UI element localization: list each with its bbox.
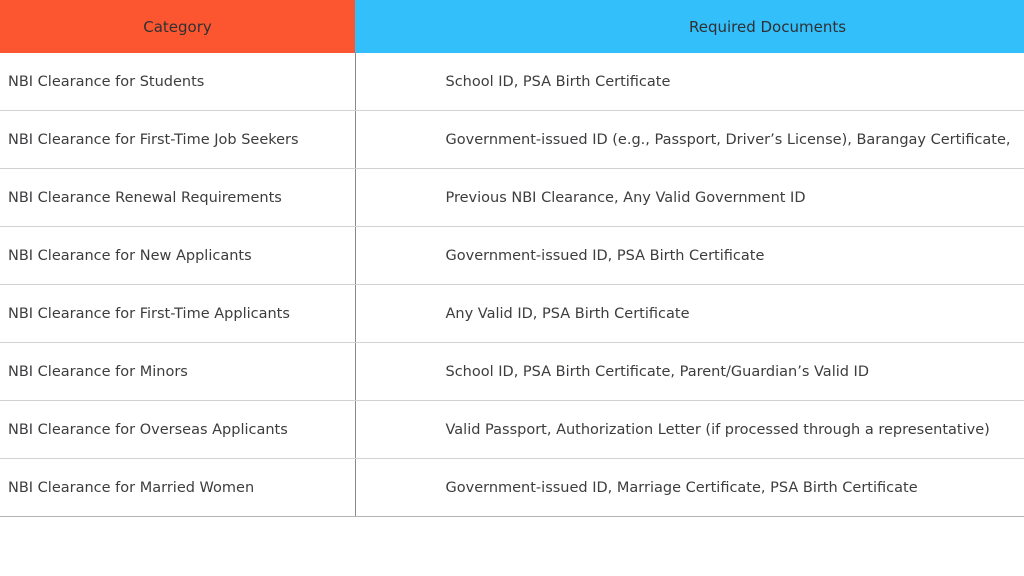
cell-category: NBI Clearance for Minors <box>0 343 355 401</box>
cell-required-documents: Government-issued ID, Marriage Certificate, PSA Birth Certificate <box>355 459 1024 517</box>
table-header <box>0 0 1024 53</box>
table-row <box>0 169 1024 227</box>
cell-category: NBI Clearance for First-Time Job Seekers <box>0 111 355 169</box>
cell-category: NBI Clearance for Overseas Applicants <box>0 401 355 459</box>
table-row <box>0 227 1024 285</box>
table-row <box>0 285 1024 343</box>
table-row <box>0 53 1024 111</box>
cell-required-documents: Government-issued ID (e.g., Passport, Driver’s License), Barangay Certificate, <box>355 111 1024 169</box>
cell-required-documents: School ID, PSA Birth Certificate, Parent/Guardian’s Valid ID <box>355 343 1024 401</box>
cell-required-documents: School ID, PSA Birth Certificate <box>355 53 1024 111</box>
cell-required-documents: Previous NBI Clearance, Any Valid Government ID <box>355 169 1024 227</box>
cell-category: NBI Clearance for Students <box>0 53 355 111</box>
cell-category: NBI Clearance for Married Women <box>0 459 355 517</box>
table-body <box>0 53 1024 517</box>
cell-required-documents: Any Valid ID, PSA Birth Certificate <box>355 285 1024 343</box>
table-row <box>0 401 1024 459</box>
cell-category: NBI Clearance Renewal Requirements <box>0 169 355 227</box>
cell-category: NBI Clearance for New Applicants <box>0 227 355 285</box>
table-header-row <box>0 0 1024 53</box>
column-header-category[interactable]: Category <box>0 0 355 53</box>
cell-required-documents: Government-issued ID, PSA Birth Certificate <box>355 227 1024 285</box>
table-row <box>0 111 1024 169</box>
cell-category: NBI Clearance for First-Time Applicants <box>0 285 355 343</box>
table-row <box>0 343 1024 401</box>
column-header-required-documents[interactable]: Required Documents <box>355 0 1024 53</box>
table-row <box>0 459 1024 517</box>
cell-required-documents: Valid Passport, Authorization Letter (if processed through a representative) <box>355 401 1024 459</box>
